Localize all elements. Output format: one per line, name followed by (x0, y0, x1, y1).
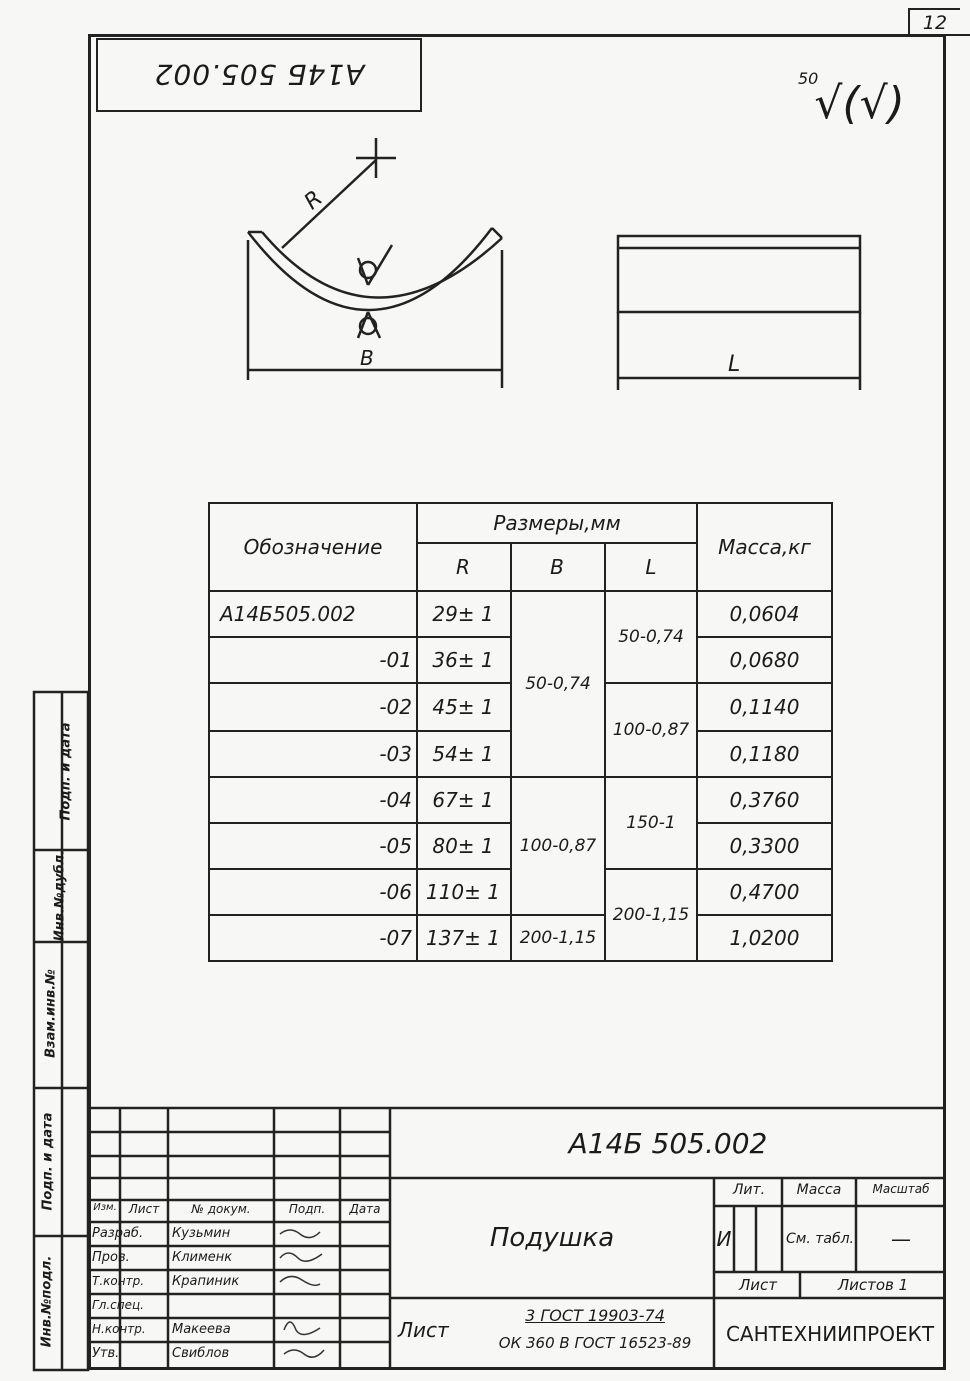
sheet-label: Лист (738, 1276, 777, 1294)
table-row-mass: 0,0680 (729, 648, 800, 672)
table-row-r: 67± 1 (432, 788, 494, 812)
table-row-r: 36± 1 (432, 648, 494, 672)
table-row-mass: 1,0200 (729, 926, 800, 950)
lit-value: И (716, 1227, 732, 1251)
header-r: R (456, 555, 470, 579)
header-mass: Масса,кг (718, 535, 811, 559)
l-group: 150-1 (626, 813, 676, 833)
side-label-podp-data: Подп. и дата (40, 1112, 56, 1211)
table-row-r: 137± 1 (425, 926, 500, 950)
table-row-designation: А14Б505.002 (220, 602, 356, 626)
col-doc: № докум. (191, 1202, 251, 1216)
b-group: 50-0,74 (525, 674, 591, 694)
signature-role: Пров. (92, 1250, 130, 1265)
saddle-inner-arc (262, 232, 502, 298)
b-group: 100-0,87 (519, 836, 597, 856)
l-group: 200-1,15 (612, 905, 690, 925)
table-row-designation: -02 (379, 695, 412, 719)
side-label-inv-podl: Инв.№подл. (39, 1255, 55, 1348)
signature-role: Утв. (92, 1346, 120, 1361)
table-row-r: 110± 1 (425, 880, 500, 904)
roughness-value: 50 (798, 69, 819, 89)
mass-value: См. табл. (785, 1231, 854, 1247)
table-row-designation: -07 (379, 926, 412, 950)
stamp-code: А14Б 505.002 (153, 58, 365, 92)
signature-role: Н.контр. (92, 1322, 146, 1336)
side-label-podp-data-2: Подп. и дата (58, 722, 74, 821)
sheet-number: 12 (908, 8, 960, 36)
table-row-r: 29± 1 (432, 602, 494, 626)
table-row-mass: 0,1140 (729, 695, 800, 719)
table-row-designation: -06 (379, 880, 412, 904)
dimensions-table (208, 502, 833, 962)
header-l: L (645, 555, 657, 579)
table-row-r: 45± 1 (432, 695, 494, 719)
material-line-1: 3 ГОСТ 19903-74 (525, 1306, 665, 1325)
table-row-designation: -01 (379, 648, 412, 672)
lit-label: Лит. (732, 1182, 766, 1198)
radius-label: R (299, 186, 328, 215)
scale-value: — (891, 1227, 911, 1251)
signature-role: Разраб. (92, 1226, 144, 1241)
mass-label: Масса (796, 1182, 842, 1198)
material-prefix: Лист (398, 1318, 449, 1342)
col-sign: Подп. (288, 1202, 326, 1216)
scale-label: Масштаб (872, 1182, 930, 1196)
title-code: А14Б 505.002 (568, 1126, 768, 1160)
side-label-inv-dubl: Инв.№дубл. (52, 849, 68, 942)
material-line-2: ОК 360 В ГОСТ 16523-89 (498, 1334, 692, 1352)
col-sheet: Лист (128, 1202, 160, 1216)
header-dimensions: Размеры,мм (493, 511, 621, 535)
header-designation: Обозначение (243, 535, 383, 559)
signature-name: Клименк (172, 1250, 233, 1265)
width-label: B (360, 346, 374, 370)
table-row-designation: -04 (379, 788, 412, 812)
length-label: L (728, 352, 741, 377)
signature-role: Гл.спец. (92, 1298, 144, 1312)
signature-name: Свиблов (172, 1346, 230, 1361)
col-izm: Изм. (93, 1202, 117, 1213)
header-b: B (550, 555, 564, 579)
table-row-mass: 0,0604 (729, 602, 800, 626)
l-group: 50-0,74 (618, 627, 684, 647)
col-date: Дата (349, 1202, 381, 1216)
table-row-mass: 0,3760 (729, 788, 800, 812)
signature-name: Макеева (172, 1322, 231, 1337)
b-group: 200-1,15 (519, 928, 597, 948)
sheets-label: Листов 1 (837, 1276, 909, 1294)
table-row-mass: 0,3300 (729, 834, 800, 858)
table-row-mass: 0,1180 (729, 742, 800, 766)
radius-line (282, 160, 376, 248)
table-row-r: 54± 1 (432, 742, 494, 766)
part-name: Подушка (489, 1223, 615, 1253)
l-group: 100-0,87 (612, 720, 690, 740)
organization: САНТЕХНИИПРОЕКТ (725, 1322, 935, 1346)
signature-name: Крапиник (172, 1274, 240, 1289)
signature-name: Кузьмин (172, 1226, 231, 1241)
table-row-designation: -05 (379, 834, 412, 858)
table-row-mass: 0,4700 (729, 880, 800, 904)
table-row-r: 80± 1 (432, 834, 494, 858)
side-label-vzam-inv: Взам.инв.№ (43, 969, 59, 1058)
signature-role: Т.контр. (92, 1274, 145, 1288)
table-row-designation: -03 (379, 742, 412, 766)
roughness-mark: √(√) (814, 78, 905, 129)
